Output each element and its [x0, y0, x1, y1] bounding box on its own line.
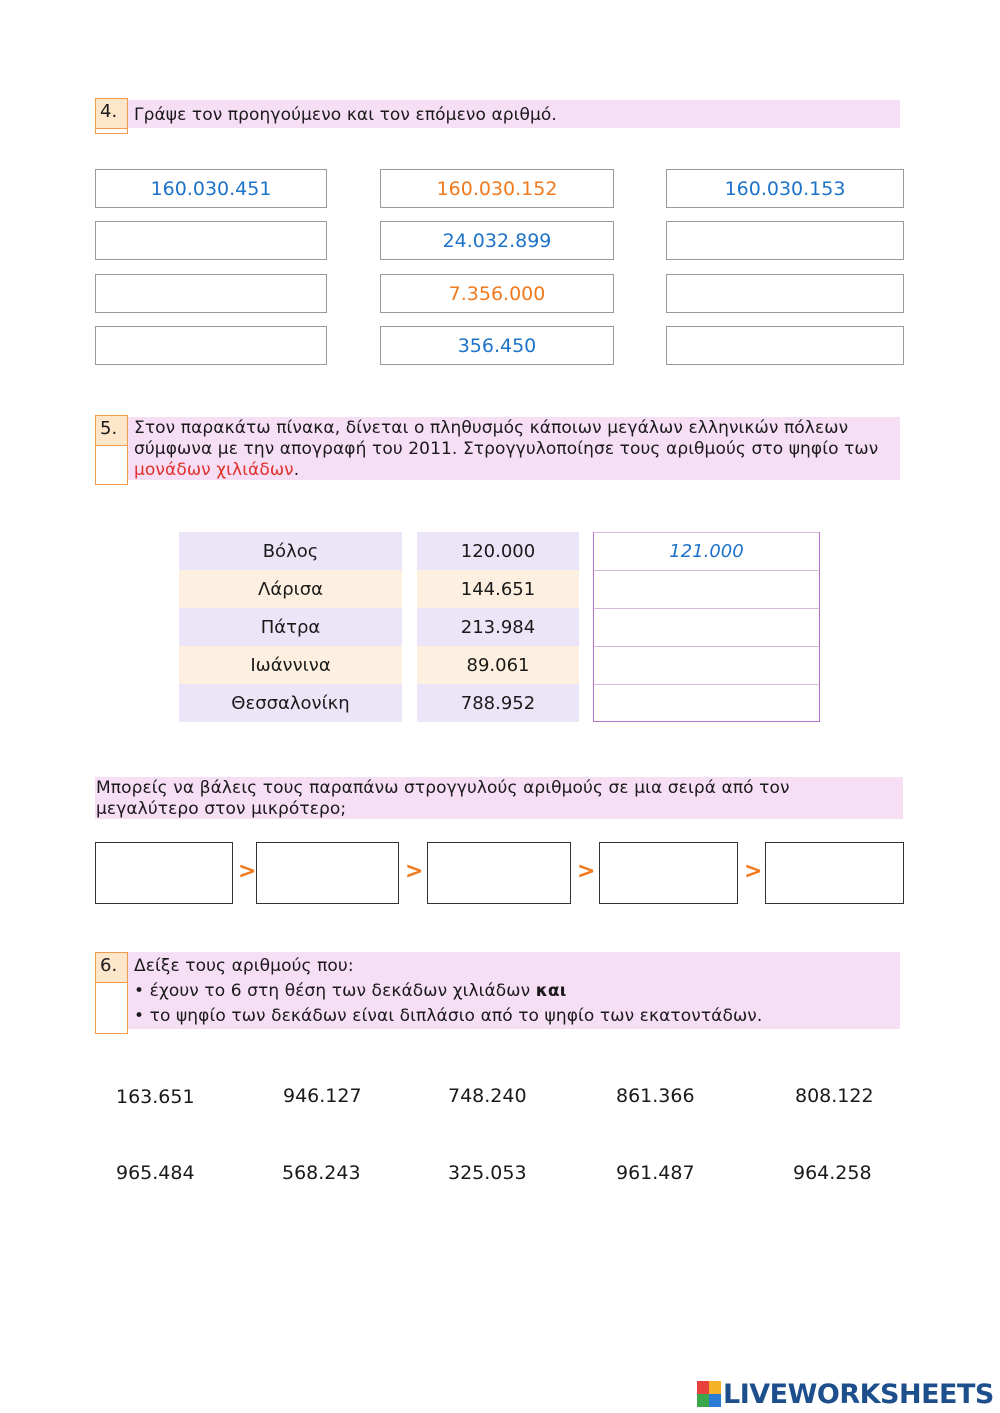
number-option[interactable]: 808.122 — [795, 1085, 874, 1107]
city-cell: Βόλος — [179, 532, 402, 570]
q6-condition-2 — [134, 1004, 900, 1029]
q5-instruction-line2: σύμφωνα με την απογραφή του 2011. Στρογγυλοποίησε τους αριθμούς στο ψηφίο των — [134, 439, 879, 459]
bullet: • — [134, 981, 145, 1001]
greater-than-sign: > — [577, 859, 596, 884]
number-option[interactable]: 748.240 — [448, 1085, 527, 1107]
number-option[interactable]: 861.366 — [616, 1085, 695, 1107]
q5-number-tail — [95, 445, 128, 485]
population-cell: 89.061 — [417, 646, 579, 684]
population-cell: 144.651 — [417, 570, 579, 608]
q4-given-number: 24.032.899 — [380, 221, 614, 260]
q4-instruction: Γράψε τον προηγούμενο και τον επόμενο αριθμό. — [134, 105, 557, 125]
number-option[interactable]: 568.243 — [282, 1162, 361, 1184]
rounded-answer-box[interactable]: 121.000 — [593, 532, 820, 570]
q4-prev-box[interactable] — [95, 326, 327, 365]
bullet: • — [134, 1006, 145, 1026]
order-question — [96, 778, 902, 820]
q6-condition-2-text: το ψηφίο των δεκάδων είναι διπλάσιο από το ψηφίο των εκατοντάδων. — [149, 1006, 763, 1026]
q5-instruction — [134, 418, 900, 481]
q6-condition-1 — [134, 979, 900, 1004]
rounded-answer-box[interactable] — [593, 684, 820, 722]
q4-given-number: 160.030.152 — [380, 169, 614, 208]
order-box-4[interactable] — [599, 842, 738, 904]
rounded-answer-box[interactable] — [593, 570, 820, 608]
order-box-3[interactable] — [427, 842, 571, 904]
city-cell: Πάτρα — [179, 608, 402, 646]
q6-number-badge: 6. — [95, 952, 128, 983]
liveworksheets-logo — [697, 1378, 994, 1410]
rounded-answer-box[interactable] — [593, 646, 820, 684]
q4-prev-box[interactable]: 160.030.451 — [95, 169, 327, 208]
q5-instruction-line3 — [134, 460, 900, 481]
city-cell: Λάρισα — [179, 570, 402, 608]
q5-highlight: μονάδων χιλιάδων — [134, 460, 294, 480]
population-cell: 788.952 — [417, 684, 579, 722]
city-cell: Ιωάννινα — [179, 646, 402, 684]
rounded-answer-box[interactable] — [593, 608, 820, 646]
q4-given-number: 7.356.000 — [380, 274, 614, 313]
q4-prev-box[interactable] — [95, 274, 327, 313]
order-question-line1: Μπορείς να βάλεις τους παραπάνω στρογγυλούς αριθμούς σε μια σειρά από τον — [96, 778, 790, 798]
number-option[interactable]: 965.484 — [116, 1162, 195, 1184]
q4-prev-box[interactable] — [95, 221, 327, 260]
q5-number-badge: 5. — [95, 415, 128, 446]
order-question-line2: μεγαλύτερο στον μικρότερο; — [96, 799, 347, 819]
greater-than-sign: > — [744, 859, 763, 884]
greater-than-sign: > — [405, 859, 424, 884]
q4-given-number: 356.450 — [380, 326, 614, 365]
order-box-1[interactable] — [95, 842, 233, 904]
q6-and-word: και — [535, 981, 567, 1001]
q4-number-tail — [95, 128, 128, 134]
population-cell: 213.984 — [417, 608, 579, 646]
q5-instruction-end: . — [293, 460, 300, 480]
logo-text: LIVEWORKSHEETS — [723, 1378, 994, 1410]
number-option[interactable]: 964.258 — [793, 1162, 872, 1184]
logo-icon — [697, 1381, 721, 1407]
q4-next-box[interactable] — [666, 274, 904, 313]
greater-than-sign: > — [238, 859, 257, 884]
city-cell: Θεσσαλονίκη — [179, 684, 402, 722]
q6-instruction — [134, 954, 900, 1029]
q6-intro: Δείξε τους αριθμούς που: — [134, 956, 354, 976]
q6-number-tail — [95, 982, 128, 1034]
q5-instruction-line1: Στον παρακάτω πίνακα, δίνεται ο πληθυσμός κάποιων μεγάλων ελληνικών πόλεων — [134, 418, 849, 438]
number-option[interactable]: 325.053 — [448, 1162, 527, 1184]
q4-next-box[interactable] — [666, 326, 904, 365]
order-box-5[interactable] — [765, 842, 904, 904]
order-box-2[interactable] — [256, 842, 399, 904]
q4-number-badge: 4. — [95, 98, 128, 129]
q6-condition-1-text: έχουν το 6 στη θέση των δεκάδων χιλιάδων — [149, 981, 536, 1001]
number-option[interactable]: 946.127 — [283, 1085, 362, 1107]
number-option[interactable]: 163.651 — [116, 1086, 195, 1108]
q4-next-box[interactable] — [666, 221, 904, 260]
population-cell: 120.000 — [417, 532, 579, 570]
number-option[interactable]: 961.487 — [616, 1162, 695, 1184]
q4-next-box[interactable]: 160.030.153 — [666, 169, 904, 208]
